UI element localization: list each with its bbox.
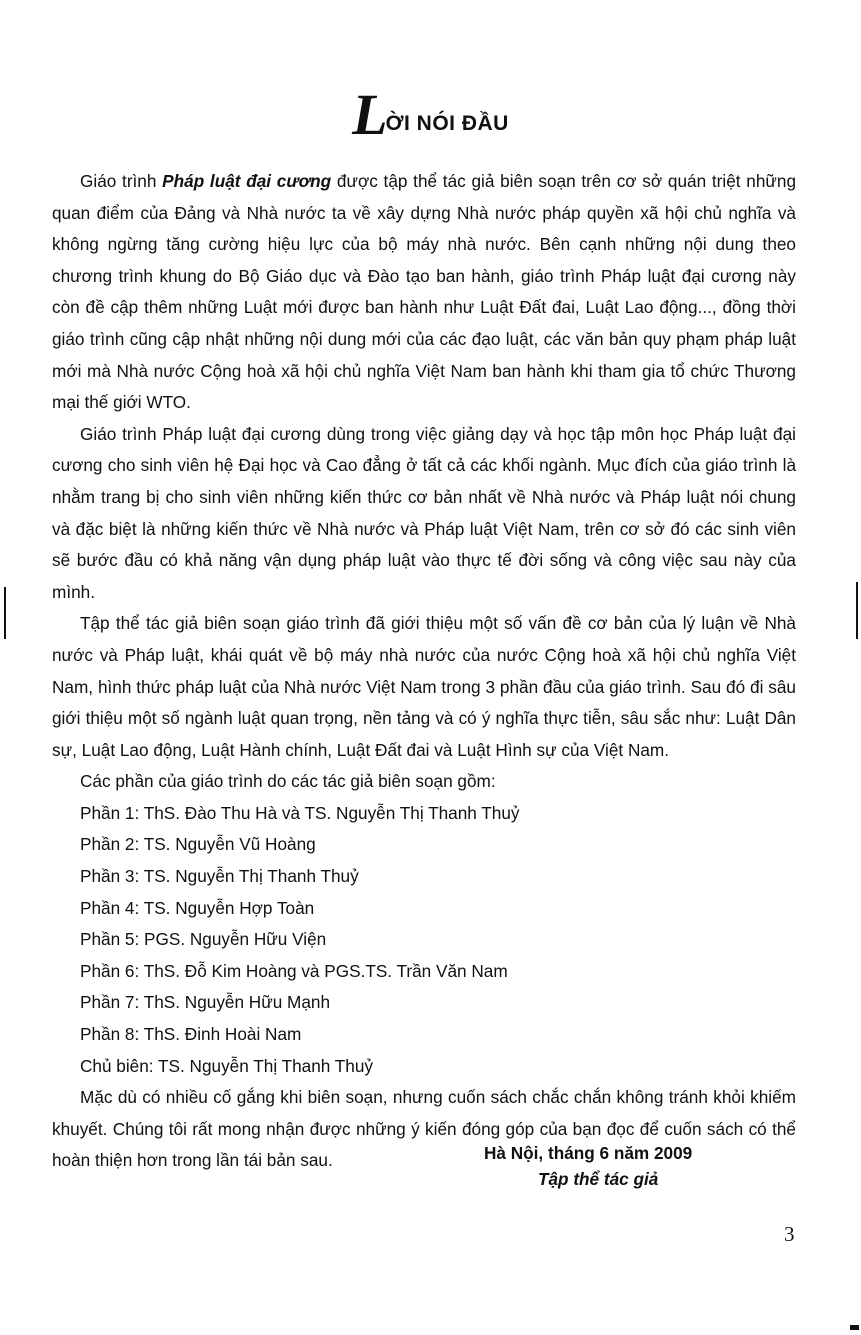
author-entry: Phần 6: ThS. Đỗ Kim Hoàng và PGS.TS. Trần Văn Nam: [80, 960, 508, 981]
editor-entry: Chủ biên: TS. Nguyễn Thị Thanh Thuỷ: [80, 1055, 374, 1076]
closing-paragraph: Mặc dù có nhiều cố gắng khi biên soạn, nhưng cuốn sách chắc chắn không tránh khỏi khiếm khuyết. Chúng tôi rất mong nhận được những ý kiến đóng góp của bạn đọc để cuốn sách có thể hoàn thiện hơn trong lần tái bản sau.: [52, 1087, 796, 1171]
author-entry: Phần 4: TS. Nguyễn Hợp Toàn: [80, 897, 315, 918]
paragraph-contents: Tập thể tác giả biên soạn giáo trình đã giới thiệu một số vấn đề cơ bản của lý luận về Nhà nước và Pháp luật, khái quát về bộ máy nhà nước của nước Cộng hoà xã hội chủ nghĩa Việt Nam, hình thức pháp luật của Nhà nước Việt Nam trong 3 phần đầu của giáo trình. Sau đó đi sâu giới thiệu một số ngành luật quan trọng, nền tảng và có ý nghĩa thực tiễn, sâu sắc như: Luật Dân sự, Luật Lao động, Luật Hành chính, Luật Đất đai và Luật Hình sự của Việt Nam.: [52, 613, 796, 760]
author-group: Tập thể tác giả: [538, 1169, 659, 1189]
author-entry: Phần 8: ThS. Đinh Hoài Nam: [80, 1024, 302, 1045]
place-date: Hà Nội, tháng 6 năm 2009: [484, 1143, 693, 1163]
title-drop-cap: L: [352, 82, 386, 147]
signature-block: [484, 1140, 692, 1192]
scan-mark-right: [856, 582, 858, 639]
intro-text: được tập thể tác giả biên soạn trên cơ sở quán triệt những quan điểm của Đảng và Nhà nước ta về xây dựng Nhà nước pháp quyền xã hội chủ nghĩa và không ngừng tăng cường hiệu lực của bộ máy nhà nước. Bên cạnh những nội dung theo chương trình khung do Bộ Giáo dục và Đào tạo ban hành, giáo trình Pháp luật đại cương này còn đề cập thêm những Luật mới được ban hành như Luật Đất đai, Luật Lao động..., đồng thời giáo trình cũng cập nhật những nội dung mới của các đạo luật, các văn bản quy phạm pháp luật mới mà Nhà nước Cộng hoà xã hội chủ nghĩa Việt Nam ban hành khi tham gia tổ chức Thương mại thế giới WTO.: [52, 171, 797, 413]
page-number: 3: [784, 1222, 795, 1246]
author-entry: Phần 7: ThS. Nguyễn Hữu Mạnh: [80, 992, 331, 1013]
book-name: Pháp luật đại cương: [162, 171, 332, 191]
page-title: [0, 82, 861, 147]
authors-list: [52, 798, 796, 1082]
paragraph-purpose: Giáo trình Pháp luật đại cương dùng trong việc giảng dạy và học tập môn học Pháp luật đại cương cho sinh viên hệ Đại học và Cao đẳng ở tất cả các khối ngành. Mục đích của giáo trình là nhằm trang bị cho sinh viên những kiến thức cơ bản nhất về Nhà nước và Pháp luật nói chung và đặc biệt là những kiến thức về Nhà nước và Pháp luật Việt Nam, trên cơ sở đó các sinh viên sẽ bước đầu có khả năng vận dụng pháp luật vào thực tế đời sống và công việc sau này của mình.: [52, 423, 796, 602]
intro-lead: Giáo trình: [80, 171, 163, 191]
title-text: ỜI NÓI ĐẦU: [385, 112, 509, 135]
author-entry: Phần 5: PGS. Nguyễn Hữu Viện: [80, 929, 327, 950]
preface-body: [52, 166, 796, 1177]
intro-paragraph: [52, 166, 796, 419]
author-entry: Phần 2: TS. Nguyễn Vũ Hoàng: [80, 834, 316, 855]
author-entry: Phần 1: ThS. Đào Thu Hà và TS. Nguyễn Thị Thanh Thuỷ: [80, 802, 520, 823]
authors-intro: Các phần của giáo trình do các tác giả biên soạn gồm:: [80, 771, 496, 792]
author-entry: Phần 3: TS. Nguyễn Thị Thanh Thuỷ: [80, 866, 359, 887]
scan-mark-bottom: [850, 1325, 859, 1330]
scan-mark-left: [4, 587, 6, 639]
